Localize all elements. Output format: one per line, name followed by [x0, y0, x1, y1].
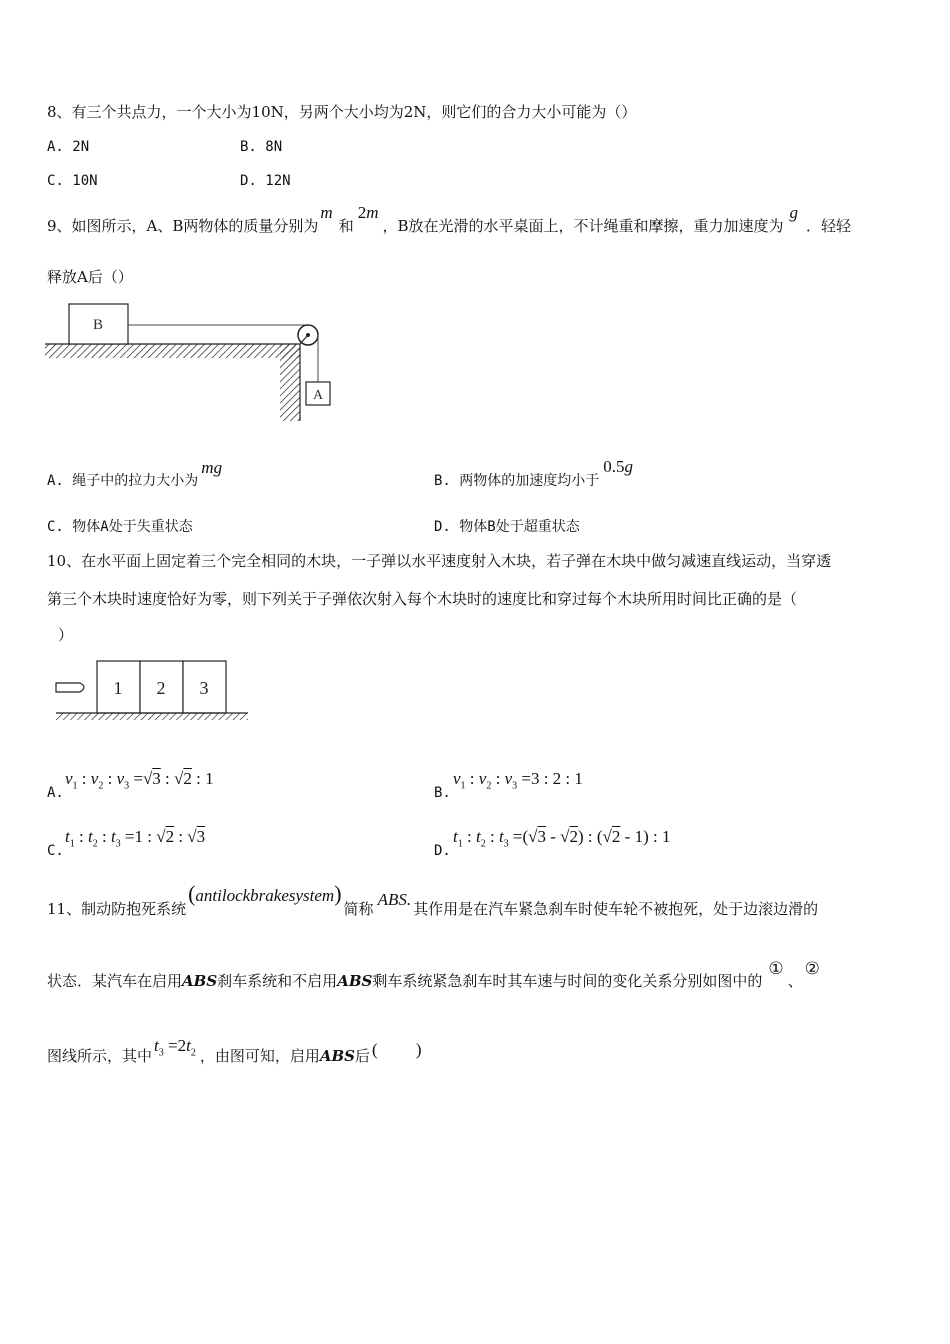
q11-abs-3: ABS [319, 1047, 355, 1065]
q11-stem-part2: 简称 [343, 900, 374, 918]
q9-block-a-label: A [312, 388, 324, 403]
q10-option-c-label: C. [47, 843, 64, 859]
q11-abs-math: ABS. [377, 890, 412, 909]
q9-option-d: D. 物体B处于超重状态 [434, 519, 580, 535]
q10-stem-line1: 10、在水平面上固定着三个完全相同的木块，一子弹以水平速度射入木块，若子弹在木块中做匀减速直线运动，当穿透 [47, 552, 832, 570]
q8-option-d: D. 12N [240, 173, 291, 189]
q9-pulley-figure [40, 296, 340, 426]
q9-option-b-math: 0.5g [603, 457, 634, 476]
q10-option-b-formula: $v_1$ : $v_2$ : $v_3 =3$ : 2 : 1 [453, 769, 583, 792]
q9-block-b-label: B [92, 317, 104, 333]
q10-option-d-tail: : 1 [652, 827, 671, 846]
q11-paren-math: (antilockbrakesystem) [188, 881, 342, 906]
q11-stem-line2 [47, 959, 820, 991]
q11-abs-1: ABS [182, 972, 218, 990]
q11-stem-part3: 其作用是在汽车紧急刹车时使车轮不被抱死，处于边滚边滑的 [413, 900, 819, 918]
q10-option-b [434, 782, 451, 803]
q10-bullet-figure [50, 655, 255, 725]
q10-option-d [434, 840, 451, 861]
q11-line3-part3: 后 [355, 1047, 371, 1065]
q11-stem-part1: 11、制动防抱死系统 [47, 900, 187, 918]
q9-mass-b: 2m [357, 203, 379, 222]
q11-line2-part1: 状态．某汽车在启用 [47, 972, 183, 990]
q9-table-hatch [45, 344, 300, 358]
q8-option-a: A. 2N [47, 139, 90, 155]
q10-option-b-rhs: =3 : 2 : 1 [521, 769, 583, 788]
q9-option-a [47, 458, 223, 491]
q10-bullet [56, 683, 84, 692]
q11-line2-part3: 剩车系统紧急刹车时其车速与时间的变化关系分别如图中的 [372, 972, 763, 990]
q10-option-a-label: A. [47, 785, 64, 801]
q9-stem-part4: ．轻轻 [806, 217, 852, 235]
q11-line2-part2: 刹车系统和不启用 [217, 972, 338, 990]
q11-abs-2: ABS [337, 972, 373, 990]
q10-option-d-label: D. [434, 843, 451, 859]
q10-block-2-label: 2 [156, 678, 166, 698]
q9-stem-part2: 和 [338, 217, 354, 235]
q9-mass-b-m: m [366, 203, 379, 222]
q9-gravity: g [789, 203, 799, 222]
q10-option-c-formula: $t_1$ : $t_2$ : $t_3 =1$ : √2 : √3 [65, 827, 206, 850]
q9-option-a-text: A. 绳子中的拉力大小为 [47, 473, 199, 489]
q9-stem-part3: ，B放在光滑的水平桌面上，不计绳重和摩擦，重力加速度为 [382, 217, 784, 235]
q10-stem-line2: 第三个木块时速度恰好为零，则下列关于子弹依次射入每个木块时的速度比和穿过每个木块所用时间比正确的是（ [47, 590, 798, 608]
q10-ground-hatch [56, 713, 248, 720]
q11-paren-text: antilockbrakesystem [195, 886, 335, 905]
q8-stem: 8、有三个共点力，一个大小为10N，另两个大小均为2N，则它们的合力大小可能为（） [47, 103, 637, 121]
q10-block-1-label: 1 [113, 678, 123, 698]
q10-option-a [47, 782, 64, 803]
q9-option-b-g: g [624, 457, 634, 476]
q9-mass-a: m [320, 203, 333, 222]
q10-block-3-label: 3 [199, 678, 209, 698]
q10-option-b-label: B. [434, 785, 451, 801]
q11-circle-1: ① [768, 959, 784, 978]
q11-stem-line1 [47, 881, 819, 919]
q8-option-b: B. 8N [240, 139, 283, 155]
q10-stem-line3: ） [58, 626, 74, 644]
q9-option-a-math: mg [201, 458, 223, 477]
q11-circle-2: ② [804, 959, 820, 978]
q9-option-b-text: B. 两物体的加速度均小于 [434, 473, 600, 489]
q11-line3-part1: 图线所示，其中 [47, 1047, 153, 1065]
q10-option-d-formula: $t_1$ : $t_2$ : $t_3 =(√3 - √2)$ : (√2 - 1) : 1 [453, 827, 671, 850]
q11-time-relation: $t_3 =2t_2$ [154, 1036, 196, 1059]
q11-line3-part2: ，由图可知，启用 [199, 1047, 320, 1065]
q11-stem-line3 [47, 1036, 422, 1073]
q9-stem-line2: 释放A后（） [47, 268, 133, 286]
q11-answer-blank: ( ) [372, 1040, 422, 1059]
q11-separator: 、 [787, 972, 803, 990]
q9-option-b [434, 457, 634, 491]
q8-option-c: C. 10N [47, 173, 98, 189]
q10-option-c [47, 840, 64, 861]
q10-option-c-one: =1 : [124, 827, 152, 846]
q9-stem [47, 203, 852, 236]
q9-stem-part1: 9、如图所示，A、B两物体的质量分别为 [47, 217, 319, 235]
q10-option-a-formula: $v_1$ : $v_2$ : $v_3 =√3$ : √2 : 1 [65, 769, 214, 792]
q9-option-c: C. 物体A处于失重状态 [47, 519, 193, 535]
q9-table-side-hatch [280, 344, 300, 421]
